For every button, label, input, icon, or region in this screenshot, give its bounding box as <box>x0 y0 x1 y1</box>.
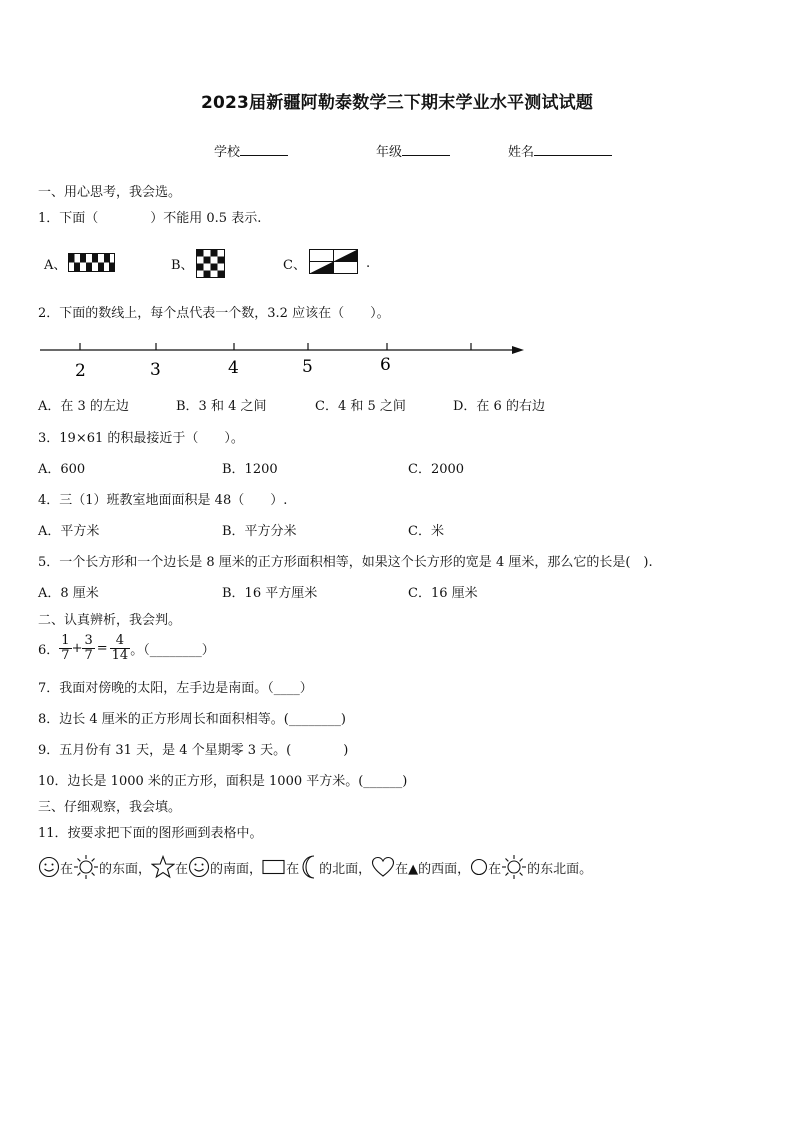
q6-suffix: 。（________） <box>130 642 215 658</box>
q4-option-c: C．米 <box>408 524 444 539</box>
sun-icon <box>73 854 99 880</box>
q1-figure-a <box>68 253 116 273</box>
plus-sign: + <box>71 640 83 656</box>
name-label: 姓名 <box>508 145 535 160</box>
q1-option-c-label: C、 <box>283 258 306 273</box>
q11-text-3: 在 <box>175 861 189 877</box>
q11-text-2: 的东面， <box>99 861 152 877</box>
smiley-icon <box>38 856 60 878</box>
q1-figure-b <box>196 249 226 279</box>
q1-figure-c <box>309 249 359 275</box>
q11-text-1: 在 <box>60 861 74 877</box>
q2-option-a: A．在 3 的左边 <box>38 399 129 414</box>
q5-option-b: B．16 平方厘米 <box>222 586 318 601</box>
equals-sign: = <box>96 640 108 656</box>
page-title: 2023届新疆阿勒泰数学三下期末学业水平测试试题 <box>200 93 594 113</box>
circle-icon <box>470 858 488 876</box>
q11-text-6: 的北面， <box>319 861 372 877</box>
question-3-text: 3．19×61 的积最接近于（ ）。 <box>38 431 244 446</box>
q11-instructions <box>38 853 592 881</box>
number-line-label-2: 2 <box>75 361 86 380</box>
question-1-text: 1．下面（ ）不能用 0.5 表示. <box>38 211 262 226</box>
rectangle-icon <box>262 859 286 875</box>
q4-option-b: B．平方分米 <box>222 524 297 539</box>
name-field <box>508 141 612 160</box>
q2-option-b: B．3 和 4 之间 <box>176 399 267 414</box>
fraction-4-14: $\frac{4}{14}$ <box>111 632 129 663</box>
number-line-label-3: 3 <box>150 360 161 380</box>
question-4-text: 4．三（1）班教室地面面积是 48（ ）. <box>38 493 288 508</box>
q5-option-c: C．16 厘米 <box>408 586 478 601</box>
section-heading-3: 三、仔细观察，我会填。 <box>38 800 182 815</box>
number-line-arrow-icon <box>512 346 524 354</box>
star-icon <box>151 855 175 879</box>
school-field <box>214 141 288 160</box>
fraction-3-7: $\frac{3}{7}$ <box>84 632 93 663</box>
q11-text-8: 在 <box>488 861 502 877</box>
q2-number-line <box>38 336 528 380</box>
q6-prefix: 6． <box>38 642 60 658</box>
number-line-label-6: 6 <box>380 355 391 375</box>
q5-option-a: A．8 厘米 <box>38 586 99 601</box>
q11-text-4: 的南面， <box>210 861 263 877</box>
q2-option-c: C．4 和 5 之间 <box>315 399 406 414</box>
number-line-label-5: 5 <box>302 357 313 377</box>
q1-option-b-label: B、 <box>171 258 194 273</box>
question-2-text: 2．下面的数线上，每个点代表一个数，3.2 应该在（ ）。 <box>38 306 390 321</box>
question-11-text: 11．按要求把下面的图形画到表格中。 <box>38 826 263 841</box>
q3-option-b: B．1200 <box>222 462 278 477</box>
school-label: 学校 <box>214 145 241 160</box>
smiley-icon <box>188 856 210 878</box>
q1-end-mark: . <box>366 256 371 271</box>
grade-label: 年级 <box>376 145 403 160</box>
q11-text-9: 的东北面。 <box>527 861 593 877</box>
fraction-1-7: $\frac{1}{7}$ <box>61 632 70 663</box>
q11-text-7: 在▲的西面， <box>395 861 471 877</box>
q2-option-d: D．在 6 的右边 <box>453 399 545 414</box>
question-7-text: 7．我面对傍晚的太阳，左手边是南面。（____） <box>38 681 313 696</box>
question-10-text: 10．边长是 1000 米的正方形，面积是 1000 平方米。(______) <box>38 774 408 789</box>
moon-icon <box>299 854 319 880</box>
grade-field <box>376 141 450 160</box>
section-heading-1: 一、用心思考，我会选。 <box>38 185 182 200</box>
question-9-text: 9．五月份有 31 天，是 4 个星期零 3 天。( ) <box>38 743 349 758</box>
q3-option-a: A．600 <box>38 462 86 477</box>
q4-option-a: A．平方米 <box>38 524 100 539</box>
sun-icon <box>501 854 527 880</box>
grade-blank <box>402 143 450 156</box>
question-8-text: 8．边长 4 厘米的正方形周长和面积相等。(________) <box>38 712 346 727</box>
name-blank <box>534 143 612 156</box>
question-5-text: 5．一个长方形和一个边长是 8 厘米的正方形面积相等，如果这个长方形的宽是 4 厘米，那么它的长是( ). <box>38 555 653 570</box>
number-line-label-4: 4 <box>228 358 239 378</box>
q1-option-a-label: A、 <box>44 258 67 273</box>
section-heading-2: 二、认真辨析，我会判。 <box>38 613 182 628</box>
q11-text-5: 在 <box>286 861 300 877</box>
heart-icon <box>371 856 395 878</box>
q3-option-c: C．2000 <box>408 462 465 477</box>
question-6 <box>38 630 215 666</box>
school-blank <box>240 143 288 156</box>
